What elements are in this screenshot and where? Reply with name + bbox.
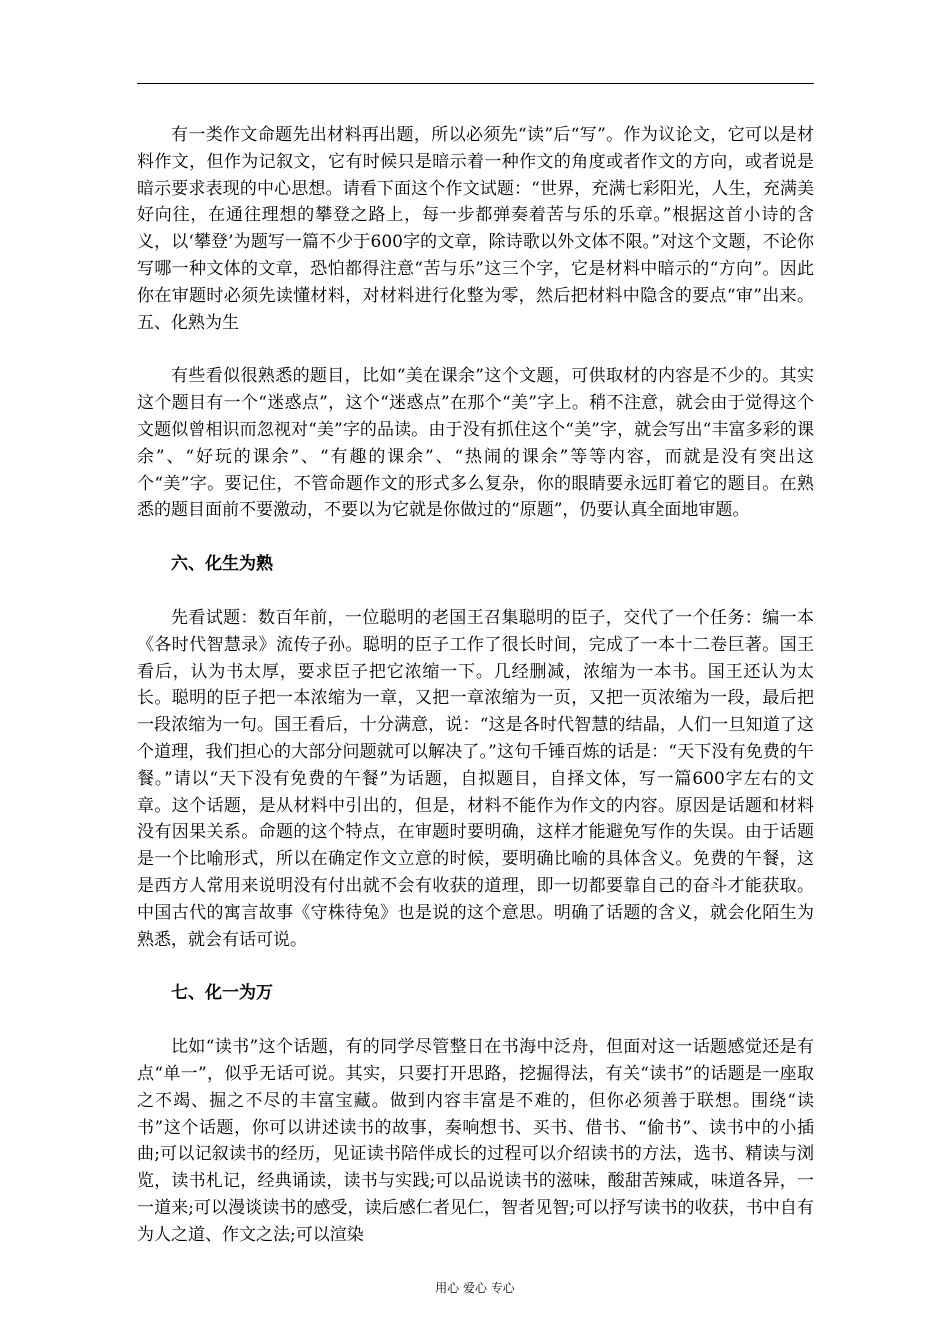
section-heading-7: 七、化一为万 bbox=[171, 983, 273, 1004]
paragraph-free-lunch: 先看试题：数百年前，一位聪明的老国王召集聪明的臣子，交代了一个任务：编一本《各时代智慧录》流传子孙。聪明的臣子工作了很长时间，完成了一本十二卷巨著。国王看后，认为书太厚，要求臣子把它浓缩一下。几经删减，浓缩为一本书。国王还认为太长。聪明的臣子把一本浓缩为一章，又把一章浓缩为一页，又把一页浓缩为一段，最后把一段浓缩为一句。国王看后，十分满意，说：“这是各时代智慧的结晶，人们一旦知道了这个道理，我们担心的大部分问题就可以解决了。”这句千锤百炼的话是：“天下没有免费的午餐。”请以“天下没有免费的午餐”为话题，自拟题目，自择文体，写一篇600字左右的文章。这个话题，是从材料中引出的，但是，材料不能作为作文的内容。原因是话题和材料没有因果关系。命题的这个特点，在审题时要明确，这样才能避免写作的失误。由于话题是一个比喻形式，所以在确定作文立意的时候，要明确比喻的具体含义。免费的午餐，这是西方人常用来说明没有付出就不会有收获的道理，即一切都要靠自己的奋斗才能获取。中国古代的寓言故事《守株待兔》也是说的这个意思。明确了话题的含义，就会化陌生为熟悉，就会有话可说。 bbox=[137, 607, 814, 950]
document-body bbox=[137, 122, 814, 1248]
paragraph-reading: 比如“读书”这个话题，有的同学尽管整日在书海中泛舟，但面对这一话题感觉还是有点“单一”，似乎无话可说。其实，只要打开思路，挖掘得法，有关“读书”的话题是一座取之不竭、掘之不尽的丰富宝藏。做到内容丰富是不难的，但你必须善于联想。围绕“读书”这个话题，你可以讲述读书的故事，奏响想书、买书、借书、“偷书”、读书中的小插曲;可以记叙读书的经历，见证读书陪伴成长的过程可以介绍读书的方法，选书、精读与浏览，读书札记，经典诵读，读书与实践;可以品说读书的滋味，酸甜苦辣咸，味道各异，一一道来;可以漫谈读书的感受，读后感仁者见仁，智者见智;可以抒写读书的收获，书中自有为人之道、作文之法;可以渲染 bbox=[137, 1037, 814, 1245]
page-footer: 用心 爱心 专心 bbox=[435, 1281, 515, 1295]
paragraph-familiar-title: 有些看似很熟悉的题目，比如“美在课余”这个文题，可供取材的内容是不少的。其实这个题目有一个“迷惑点”，这个“迷惑点”在那个“美”字上。稍不注意，就会由于觉得这个文题似曾相识而忽视对“美”字的品读。由于没有抓住这个“美”字，就会写出“丰富多彩的课余”、“好玩的课余”、“有趣的课余”、“热闹的课余”等等内容，而就是没有突出这个“美”字。要记住，不管命题作文的形式多么复杂，你的眼睛要永远盯着它的题目。在熟悉的题目面前不要激动，不要以为它就是你做过的“原题”，仍要认真全面地审题。 bbox=[137, 366, 814, 521]
header-rule bbox=[137, 83, 814, 84]
paragraph-material-essay: 有一类作文命题先出材料再出题，所以必须先“读”后“写”。作为议论文，它可以是材料作文，但作为记叙文，它有时候只是暗示着一种作文的角度或者作文的方向，或者说是暗示要求表现的中心思想。请看下面这个作文试题：“世界，充满七彩阳光，人生，充满美好向往，在通往理想的攀登之路上，每一步都弹奏着苦与乐的乐章。”根据这首小诗的含义，以‘攀登’为题写一篇不少于600字的文章，除诗歌以外文体不限。”对这个文题，不论你写哪一种文体的文章，恐怕都得注意“苦与乐”这三个字，它是材料中暗示的“方向”。因此你在审题时必须先读懂材料，对材料进行化整为零，然后把材料中隐含的要点“审”出来。五、化熟为生 bbox=[137, 125, 814, 333]
section-heading-6: 六、化生为熟 bbox=[171, 554, 273, 575]
